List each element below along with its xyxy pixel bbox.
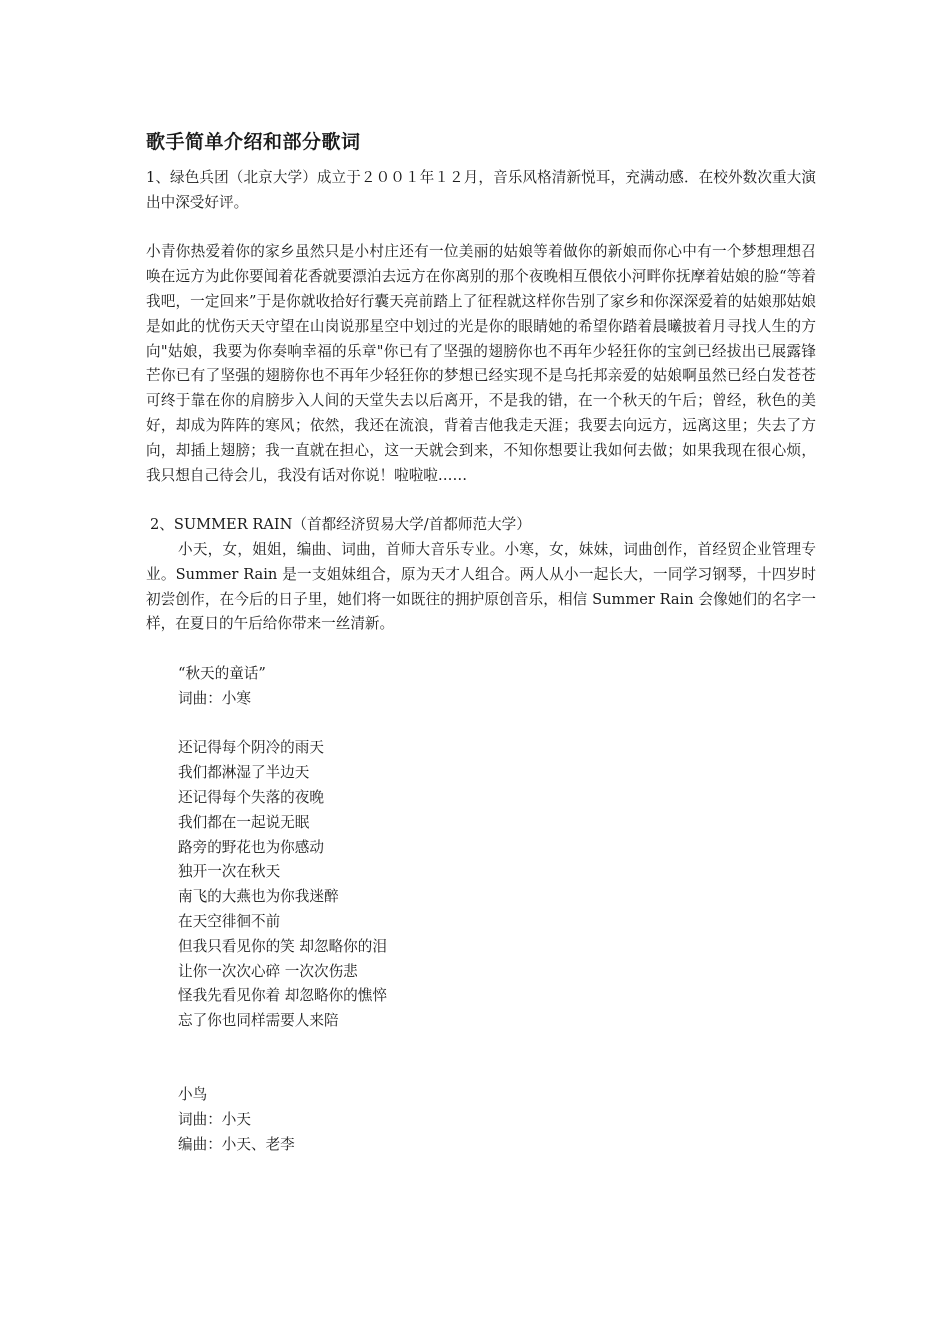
page-title: 歌手简单介绍和部分歌词 [146, 131, 361, 153]
lyric-line: 我们都在一起说无眠 [178, 813, 310, 831]
spacer [178, 1034, 816, 1059]
song2-credit-arrange: 编曲：小天、老李 [178, 1136, 295, 1154]
song2-title: 小鸟 [178, 1086, 208, 1104]
lyric-line: 让你一次次心碎 一次次伤悲 [178, 962, 358, 980]
section1-lyrics: 小青你热爱着你的家乡虽然只是小村庄还有一位美丽的姑娘等着做你的新娘而你心中有一个梦想理想召唤在远方为此你要闻着花香就要漂泊去远方在你离别的那个夜晚相互偎依小河畔你抚摩着姑娘的脸“等着我吧，一定回来”于是你就收拾好行囊天亮前踏上了征程就这样你告别了家乡和你深深爱着的姑娘那姑娘是如此的忧伤天天守望在山岗说那星空中划过的光是你的眼睛她的希望你踏着晨曦披着月寻找人生的方向"姑娘，我要为你奏响幸福的乐章"你已有了坚强的翅膀你也不再年少轻狂你的宝剑已经拔出已展露锋芒你已有了坚强的翅膀你也不再年少轻狂你的梦想已经实现不是乌托邦亲爱的姑娘啊虽然已经白发苍苍可终于靠在你的肩膀步入人间的天堂失去以后离开，不是我的错，在一个秋天的午后；曾经，秋色的美好，却成为阵阵的寒风；依然，我还在流浪，背着吉他我走天涯；我要去向远方，远离这里；失去了方向，却插上翅膀；我一直就在担心，这一天就会到来，不知你想要让我如何去做；如果我现在很心烦，我只想自己待会儿，我没有话对你说！啦啦啦…… [146, 243, 816, 484]
lyric-line: 怪我先看见你着 却忽略你的憔悴 [178, 987, 387, 1005]
section2-heading: 2、SUMMER RAIN（首都经济贸易大学/首都师范大学） [150, 516, 531, 534]
lyric-line: 还记得每个阴冷的雨天 [178, 739, 324, 757]
lyric-line: 南飞的大燕也为你我迷醉 [178, 888, 339, 906]
spacer [146, 488, 816, 513]
song1-block [178, 662, 816, 1158]
song1-title: “秋天的童话” [178, 664, 266, 682]
section2-intro: 小天，女，姐姐，编曲、词曲，首师大音乐专业。小寒，女，妹妹，词曲创作，首经贸企业管理专业。Summer Rain 是一支姐妹组合，原为天才人组合。两人从小一起长大，一同学习钢琴，十四岁时初尝创作，在今后的日子里，她们将一如既往的拥护原创音乐，相信 Summer Rain 会像她们的名字一样，在夏日的午后给你带来一丝清新。 [146, 540, 816, 633]
lyric-line: 路旁的野花也为你感动 [178, 838, 324, 856]
spacer [146, 216, 816, 241]
spacer [178, 712, 816, 737]
lyric-line: 忘了你也同样需要人来陪 [178, 1012, 339, 1030]
lyric-line: 还记得每个失落的夜晚 [178, 788, 324, 806]
spacer [146, 637, 816, 662]
lyric-line: 我们都淋湿了半边天 [178, 764, 310, 782]
song1-credit: 词曲：小寒 [178, 689, 251, 707]
lyric-line: 在天空徘徊不前 [178, 912, 281, 930]
document-page [146, 128, 816, 1158]
section1-intro: 1、绿色兵团（北京大学）成立于２００１年１２月，音乐风格清新悦耳，充满动感．在校外数次重大演出中深受好评。 [146, 169, 816, 211]
lyric-line: 但我只看见你的笑 却忽略你的泪 [178, 937, 387, 955]
song2-credit-lyrics: 词曲：小天 [178, 1111, 251, 1129]
lyric-line: 独开一次在秋天 [178, 863, 281, 881]
spacer [178, 1059, 816, 1084]
